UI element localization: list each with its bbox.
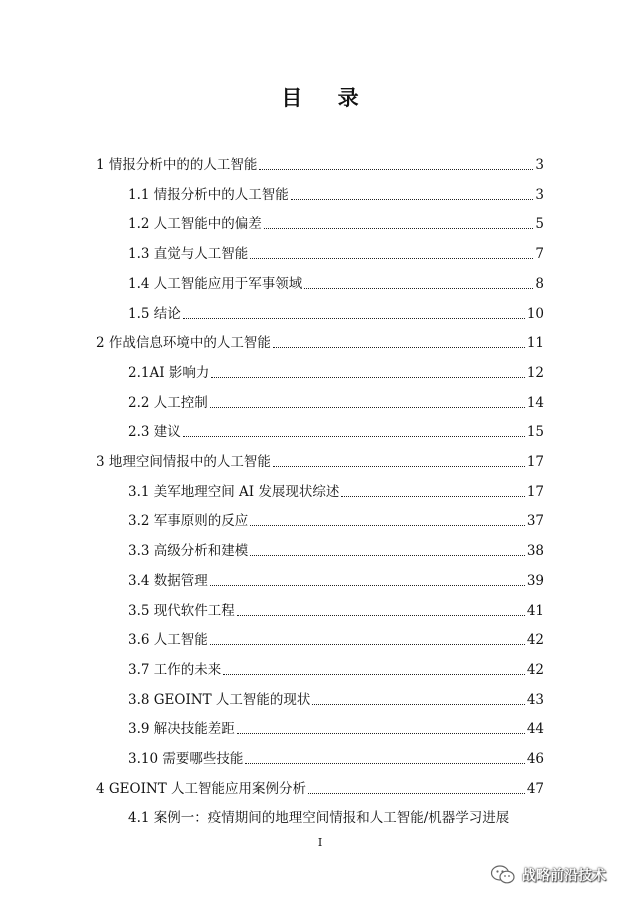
toc-entry-page: 39 [526, 572, 544, 589]
toc-dot-leader [273, 466, 525, 467]
toc-entry-page: 12 [526, 364, 544, 381]
toc-entry[interactable] [128, 807, 544, 827]
toc-entry-page: 10 [526, 305, 544, 322]
toc-entry-title: 4 GEOINT 人工智能应用案例分析 [96, 780, 307, 797]
toc-entry-title: 3.5 现代软件工程 [128, 602, 235, 619]
wechat-icon [490, 864, 516, 886]
toc-entry-title: 1 情报分析中的的人工智能 [96, 157, 258, 173]
toc-entry[interactable] [128, 540, 544, 560]
toc-entry-page: 14 [526, 394, 544, 411]
toc-dot-leader [210, 407, 525, 408]
toc-dot-leader [312, 704, 524, 705]
toc-entry-page: 8 [535, 275, 544, 292]
toc-entry-title: 3.7 工作的未来 [128, 661, 222, 678]
toc-dot-leader [183, 318, 525, 319]
toc-entry-page: 17 [526, 454, 544, 470]
toc-entry-title: 3.9 解决技能差距 [128, 721, 235, 738]
toc-entry-title: 2 作战信息环境中的人工智能 [96, 335, 271, 352]
toc-dot-leader [237, 615, 525, 616]
toc-entry-page: 47 [526, 780, 544, 797]
toc-entry-title: 2.1AI 影响力 [128, 364, 210, 381]
toc-entry-title: 4.1 案例一：疫情期间的地理空间情报和人工智能/机器学习进展 [128, 810, 510, 827]
toc-entry-page: 37 [526, 513, 544, 530]
toc-entry[interactable] [128, 718, 544, 738]
toc-entry-title: 3.10 需要哪些技能 [128, 751, 244, 767]
toc-entry[interactable] [128, 421, 544, 441]
toc-entry[interactable] [96, 154, 544, 174]
toc-entry[interactable] [128, 570, 544, 590]
toc-entry[interactable] [128, 510, 544, 530]
toc-entry-page: 11 [526, 335, 544, 352]
toc-entry[interactable] [128, 600, 544, 620]
toc-entry[interactable] [128, 243, 544, 263]
toc-entry-title: 3.8 GEOINT 人工智能的现状 [128, 691, 311, 708]
toc-entry-title: 2.3 建议 [128, 424, 181, 441]
toc-entry-title: 1.4 人工智能应用于军事领域 [128, 275, 303, 292]
toc-entry-page: 7 [535, 246, 544, 263]
toc-entry[interactable] [128, 303, 544, 323]
toc-entry-title: 3.1 美军地理空间 AI 发展现状综述 [128, 483, 340, 500]
toc-entry-title: 2.2 人工控制 [128, 394, 208, 411]
toc-entry[interactable] [96, 451, 544, 471]
toc-entry-title: 1.5 结论 [128, 305, 181, 322]
toc-entry[interactable] [128, 362, 544, 382]
toc-entry-title: 3 地理空间情报中的人工智能 [96, 454, 271, 470]
toc-entry[interactable] [96, 332, 544, 352]
page-number: I [317, 836, 323, 849]
toc-entry-title: 3.6 人工智能 [128, 632, 208, 649]
toc-entry-title: 3.3 高级分析和建模 [128, 543, 249, 560]
toc-entry[interactable] [128, 213, 544, 233]
toc-entry[interactable] [128, 273, 544, 293]
toc-entry-page: 42 [526, 632, 544, 649]
toc-entry-title: 1.2 人工智能中的偏差 [128, 216, 262, 233]
toc-entry-title: 1.1 情报分析中的人工智能 [128, 186, 289, 203]
toc-entry[interactable] [128, 481, 544, 501]
toc-entry-page: 41 [526, 602, 544, 619]
watermark [490, 864, 606, 886]
toc-entry-page: 15 [526, 424, 544, 441]
toc-dot-leader [308, 793, 525, 794]
toc-entry-title: 3.4 数据管理 [128, 572, 208, 589]
toc-dot-leader [250, 258, 533, 259]
toc-dot-leader [250, 525, 525, 526]
toc-dot-leader [210, 644, 525, 645]
toc-entry-page: 3 [535, 186, 544, 203]
toc-entry-page: 3 [535, 157, 544, 173]
toc-dot-leader [210, 585, 525, 586]
toc-dot-leader [245, 763, 524, 764]
toc-entry[interactable] [128, 629, 544, 649]
toc-dot-leader [183, 436, 525, 437]
toc-entry[interactable] [128, 392, 544, 412]
toc-entry-page: 17 [526, 483, 544, 500]
page-title: 目 录 [281, 86, 373, 110]
toc-entry-title: 1.3 直觉与人工智能 [128, 246, 249, 263]
toc-entry-page: 42 [526, 661, 544, 678]
toc-dot-leader [211, 377, 524, 378]
toc-dot-leader [341, 496, 524, 497]
toc-entry[interactable] [96, 778, 544, 798]
toc-dot-leader [291, 199, 534, 200]
toc-dot-leader [259, 169, 533, 170]
toc-dot-leader [250, 555, 525, 556]
toc-entry-page: 43 [526, 691, 544, 708]
toc-entry[interactable] [128, 184, 544, 204]
toc-dot-leader [304, 288, 533, 289]
toc-entry[interactable] [128, 689, 544, 709]
toc-dot-leader [223, 674, 525, 675]
toc-entry-page: 44 [526, 721, 544, 738]
toc-entry-page: 5 [535, 216, 544, 233]
watermark-text: 战略前沿技术 [522, 868, 606, 884]
toc-entry-title: 3.2 军事原则的反应 [128, 513, 249, 530]
toc-dot-leader [264, 228, 534, 229]
toc-entry[interactable] [128, 748, 544, 768]
toc-entry-page: 38 [526, 543, 544, 560]
toc-entry[interactable] [128, 659, 544, 679]
toc-dot-leader [273, 347, 525, 348]
toc-entry-page: 46 [526, 751, 544, 767]
toc-dot-leader [237, 733, 525, 734]
